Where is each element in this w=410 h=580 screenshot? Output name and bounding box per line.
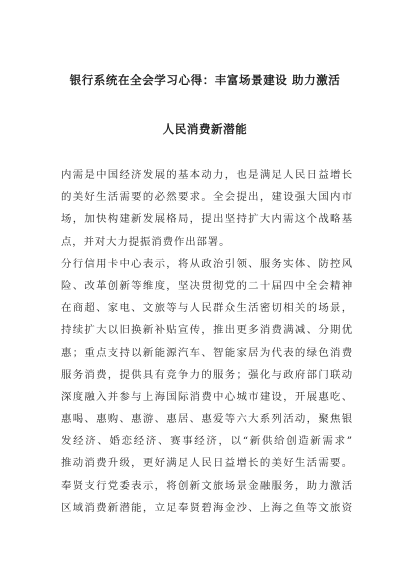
- body-line: 惠；重点支持以新能源汽车、智能家居为代表的绿色消费: [61, 346, 353, 359]
- body-line: 场，加快构建新发展格局，提出坚持扩大内需这个战略基: [61, 213, 353, 226]
- body-line: 在商超、家电、文旅等与人民群众生活密切相关的场景，: [61, 302, 353, 315]
- body-line: 持续扩大以旧换新补贴宣传，推出更多消费满减、分期优: [61, 324, 353, 337]
- body-line: 发经济、婚恋经济、赛事经济，以“新供给创造新需求”: [61, 435, 353, 448]
- body-line: 分行信用卡中心表示，将从政治引领、服务实体、防控风: [61, 257, 353, 270]
- body-line: 深度融入并参与上海国际消费中心城市建设，开展惠吃、: [61, 390, 353, 403]
- body-line: 奉贤支行党委表示，将创新文旅场景金融服务，助力激活: [61, 479, 353, 492]
- document-body: [61, 164, 353, 519]
- body-line: 推动消费升级，更好满足人民日益增长的美好生活需要。: [61, 457, 353, 470]
- body-line: 区域消费新潜能，立足奉贤碧海金沙、上海之鱼等文旅资: [61, 501, 353, 514]
- body-line: 的美好生活需要的必然要求。全会提出，建设强大国内市: [61, 191, 353, 204]
- document-title-line-2: 人民消费新潜能: [162, 122, 248, 136]
- body-line: 服务消费，提供具有竞争力的服务；强化与政府部门联动: [61, 368, 353, 381]
- body-line: 内需是中国经济发展的基本动力，也是满足人民日益增长: [61, 169, 353, 181]
- document-title-line-1: 银行系统在全会学习心得：丰富场景建设 助力激活: [69, 73, 341, 87]
- body-line: 惠喝、惠购、惠游、惠居、惠爱等六大系列活动，聚焦银: [61, 413, 353, 426]
- body-line: 点，并对大力提振消费作出部署。: [61, 235, 231, 248]
- body-line: 险、改革创新等维度，坚决贯彻党的二十届四中全会精神: [61, 279, 353, 292]
